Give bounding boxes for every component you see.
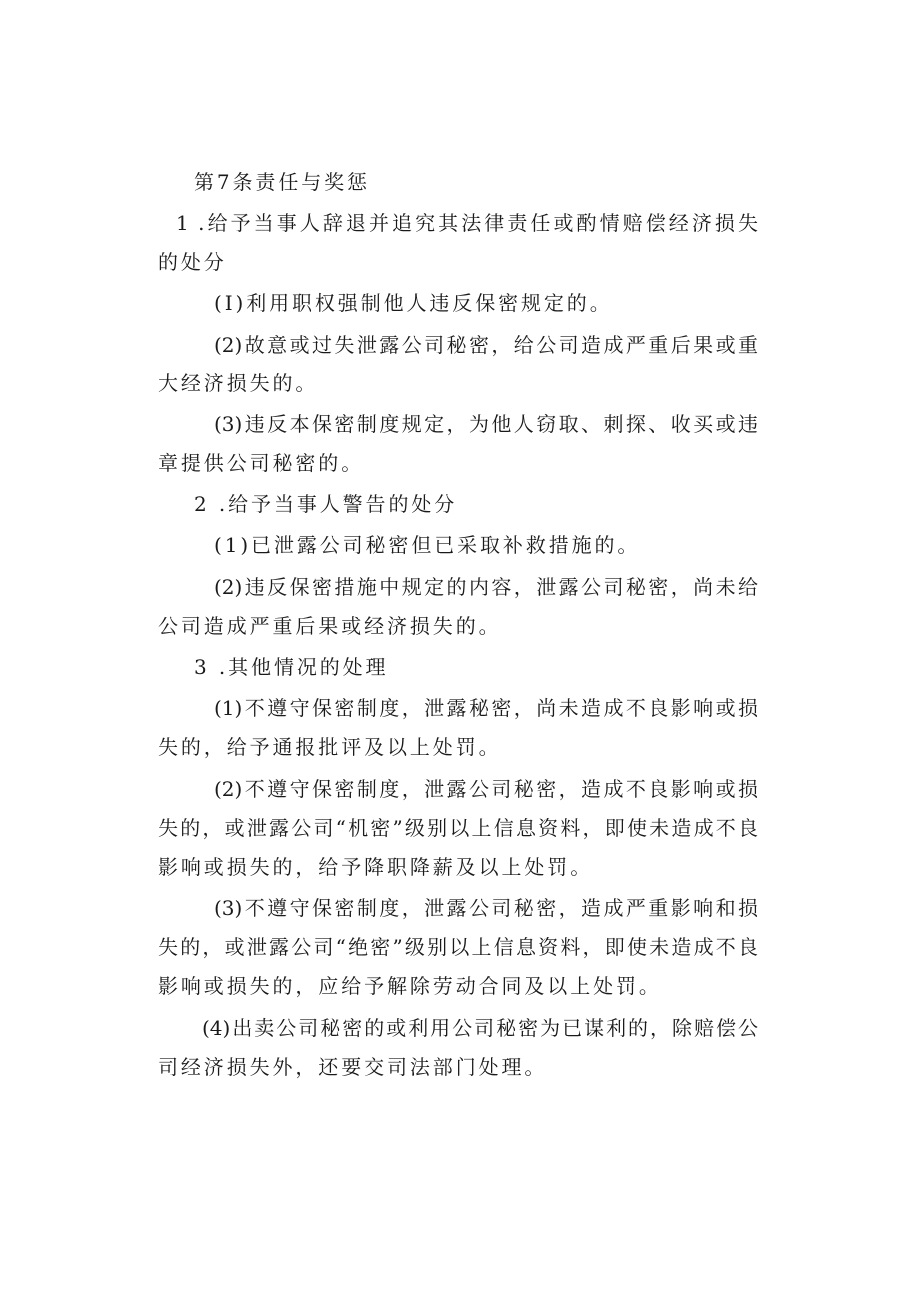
section-3-item-4-cont: 司经济损失外，还要交司法部门处理。 [158,1055,548,1079]
section-3-item-3-cont-1: 失的，或泄露公司“绝密”级别以上信息资料，即使未造成不良 [158,935,758,959]
section-1-item-1: (I)利用职权强制他人违反保密规定的。 [214,291,613,315]
section-2-item-2: (2)违反保密措施中规定的内容，泄露公司秘密，尚未给 [214,575,758,599]
section-1-item-2-cont: 大经济损失的。 [158,371,319,395]
section-3-item-2-cont-1: 失的，或泄露公司“机密”级别以上信息资料，即使未造成不良 [158,816,758,840]
section-1-item-2: (2)故意或过失泄露公司秘密，给公司造成严重后果或重 [214,333,758,357]
section-2-heading: 2 .给予当事人警告的处分 [194,492,458,516]
section-3-item-2-cont-2: 影响或损失的，给予降职降薪及以上处罚。 [158,855,594,879]
section-2-item-1: (1)已泄露公司秘密但已采取补救措施的。 [214,533,641,557]
section-1-item-3-cont: 章提供公司秘密的。 [158,451,365,475]
section-3-item-3: (3)不遵守保密制度，泄露公司秘密，造成严重影响和损 [214,896,758,920]
section-3-item-4: (4)出卖公司秘密的或利用公司秘密为已谋利的，除赔偿公 [202,1016,758,1040]
section-1-heading: 1 .给予当事人辞退并追究其法律责任或酌情赔偿经济损失 [176,211,758,235]
section-3-item-3-cont-2: 影响或损失的，应给予解除劳动合同及以上处罚。 [158,974,662,998]
section-3-item-1: (1)不遵守保密制度，泄露秘密，尚未造成不良影响或损 [214,696,758,720]
section-3-item-1-cont: 失的，给予通报批评及以上处罚。 [158,735,502,759]
section-3-item-2: (2)不遵守保密制度，泄露公司秘密，造成不良影响或损 [214,777,758,801]
section-1-item-3: (3)违反本保密制度规定，为他人窃取、刺探、收买或违 [214,412,758,436]
section-2-item-2-cont: 公司造成严重后果或经济损失的。 [158,614,502,638]
article-title: 第7条责任与奖惩 [194,170,370,194]
section-1-heading-cont: 的处分 [158,250,227,274]
section-3-heading: 3 .其他情况的处理 [194,655,389,679]
